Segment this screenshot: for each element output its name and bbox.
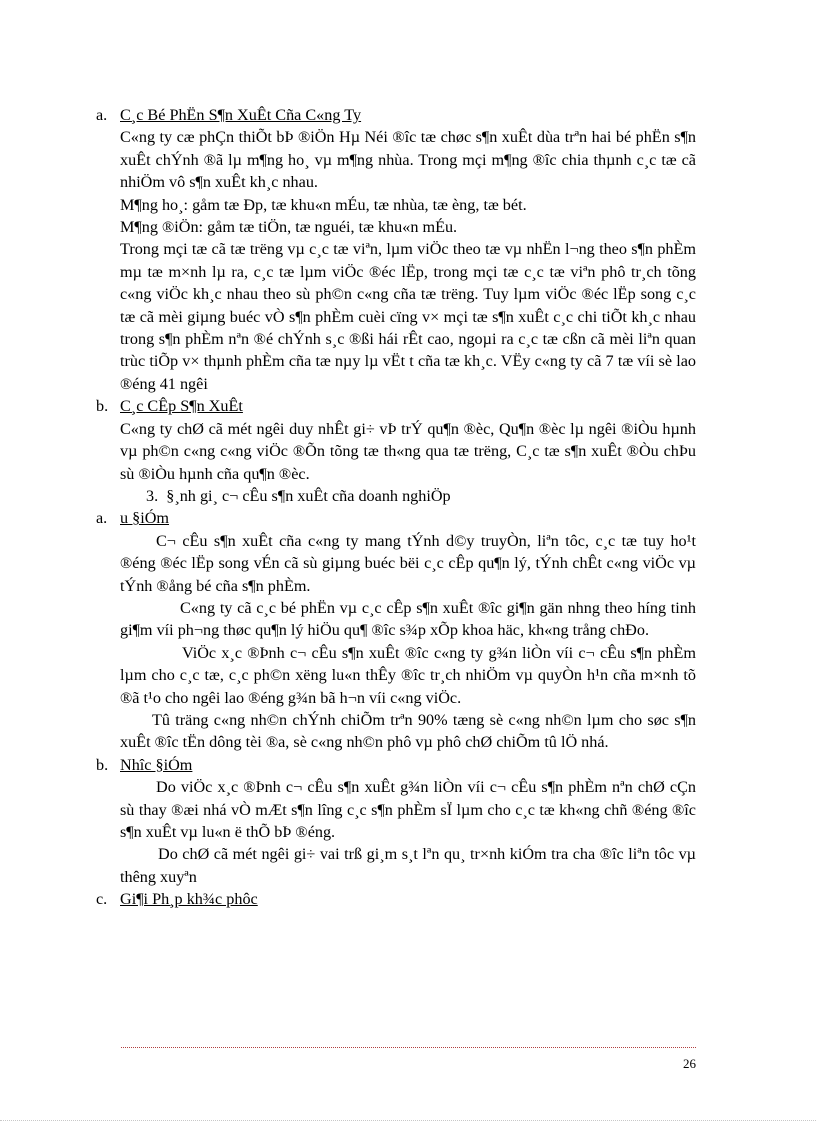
section-heading-text: Nhîc §iÓm bbox=[120, 755, 193, 774]
section-heading-text: u §iÓm bbox=[120, 509, 170, 528]
section-heading-text: Gi¶i Ph¸p kh¾c phôc bbox=[120, 890, 258, 909]
body-paragraph: Trong mçi tæ cã tæ trëng vµ c¸c tæ viªn, lµm viÖc theo tæ vµ nhËn l¬ng theo s¶n phÈm mµ tæ m×nh lµ ra, c¸c tæ lµm viÖc ®éc lËp, trong mçi tæ c¸c tæ viªn phô tr¸ch tõng c«ng viÖc kh¸c nhau theo sù ph©n c«ng cña tæ trëng. Tuy lµm viÖc ®éc lËp song c¸c tæ cã mèi giµng buéc vÒ s¶n phÈm cuèi cïng v× mçi tæ s¶n xuÊt c¸c chi tiÕt kh¸c nhau trong s¶n phÈm nªn ®é chÝnh s¸c ®ßi hái rÊt cao, ngoµi ra c¸c tæ cßn cã mèi liªn quan trùc tiÕp v× thµnh phÈm cña tæ nµy lµ vËt t cña tæ kh¸c. VËy c«ng ty cã 7 tæ víi sè lao ®éng 41 ngêi bbox=[120, 240, 696, 393]
numbered-heading-number: 3. bbox=[146, 486, 159, 505]
section-label: a. bbox=[96, 106, 108, 124]
numbered-heading bbox=[96, 485, 696, 507]
body-paragraph: C«ng ty cã c¸c bé phËn vµ c¸c cÊp s¶n xuÊt ®îc gi¶n gän nhng theo híng tinh gi¶m víi ph¬ng thøc qu¶n lý hiÖu qu¶ ®îc s¾p xÕp khoa häc, kh«ng trång chÐo. bbox=[120, 598, 696, 640]
section-heading bbox=[96, 754, 696, 776]
document-body bbox=[96, 104, 696, 911]
numbered-heading-text: §¸nh gi¸ c¬ cÊu s¶n xuÊt cña doanh nghiÖp bbox=[166, 486, 451, 505]
page-number: 26 bbox=[683, 1056, 696, 1071]
section-heading bbox=[96, 507, 696, 529]
body-paragraph: C¬ cÊu s¶n xuÊt cña c«ng ty mang tÝnh d©y truyÒn, liªn tôc, c¸c tæ tuy ho¹t ®éng ®éc lËp song vÉn cã sù giµng buéc bëi c¸c cÊp qu¶n lý, tÝnh chÊt c«ng viÖc vµ tÝnh ®ång bé cña s¶n phÈm. bbox=[120, 531, 696, 595]
section-heading bbox=[96, 104, 696, 126]
section-heading-text: C¸c Bé PhËn S¶n XuÊt Cña C«ng Ty bbox=[120, 106, 362, 124]
section-label: b. bbox=[96, 755, 109, 774]
section-heading-text: C¸c CÊp S¶n XuÊt bbox=[120, 397, 243, 416]
section-label: c. bbox=[96, 890, 108, 909]
footer-divider bbox=[121, 1047, 696, 1048]
section-label: b. bbox=[96, 397, 109, 416]
body-paragraph: M¶ng ®iÖn: gåm tæ tiÖn, tæ nguéi, tæ khu«n mÉu. bbox=[120, 218, 458, 237]
body-paragraph: Tû träng c«ng nh©n chÝnh chiÕm trªn 90% tæng sè c«ng nh©n lµm cho søc s¶n xuÊt ®îc tËn dông tèi ®a, sè c«ng nh©n phô vµ phô chØ chiÕm tû lÖ nhá. bbox=[120, 710, 696, 752]
page-bottom-divider bbox=[0, 1120, 816, 1121]
body-paragraph: C«ng ty chØ cã mét ngêi duy nhÊt gi÷ vÞ trÝ qu¶n ®èc, Qu¶n ®èc lµ ngêi ®iÒu hµnh vµ ph©n c«ng c«ng viÖc ®Õn tõng tæ th«ng qua tæ trëng, C¸c tæ s¶n xuÊt ®Òu chÞu sù ®iÒu hµnh cña qu¶n ®èc. bbox=[120, 419, 696, 483]
body-paragraph: C«ng ty cæ phÇn thiÕt bÞ ®iÖn Hµ Néi ®îc tæ chøc s¶n xuÊt dùa trªn hai bé phËn s¶n xuÊt chÝnh ®ã lµ m¶ng ho¸ vµ m¶ng nhùa. Trong mçi m¶ng ®îc chia thµnh c¸c tæ cã nhiÖm vô s¶n xuÊt kh¸c nhau. bbox=[120, 128, 696, 192]
body-paragraph: Do viÖc x¸c ®Þnh c¬ cÊu s¶n xuÊt g¾n liÒn víi c¬ cÊu s¶n phÈm nªn chØ cÇn sù thay ®æi nhá vÒ mÆt s¶n lîng c¸c s¶n phÈm sÏ lµm cho c¸c tæ kh«ng chñ ®éng ®îc s¶n xuÊt vµ lu«n ë thÕ bÞ ®éng. bbox=[120, 778, 696, 841]
section-heading bbox=[96, 888, 696, 910]
section-label: a. bbox=[96, 509, 108, 528]
body-paragraph: Do chØ cã mét ngêi gi÷ vai trß gi¸m s¸t lªn qu¸ tr×nh kiÓm tra cha ®îc liªn tôc vµ thêng xuyªn bbox=[120, 845, 696, 886]
body-paragraph: M¶ng ho¸: gåm tæ Ðp, tæ khu«n mÉu, tæ nhùa, tæ èng, tæ bét. bbox=[120, 195, 527, 214]
body-paragraph: ViÖc x¸c ®Þnh c¬ cÊu s¶n xuÊt ®îc c«ng ty g¾n liÒn víi c¬ cÊu s¶n phÈm lµm cho c¸c tæ, c¸c ph©n xëng lu«n thÊy ®îc tr¸ch nhiÖm vµ quyÒn h¹n cña m×nh tõ ®ã t¹o cho ngêi lao ®éng g¾n bã h¬n víi c«ng viÖc. bbox=[120, 643, 696, 707]
section-heading bbox=[96, 395, 696, 417]
